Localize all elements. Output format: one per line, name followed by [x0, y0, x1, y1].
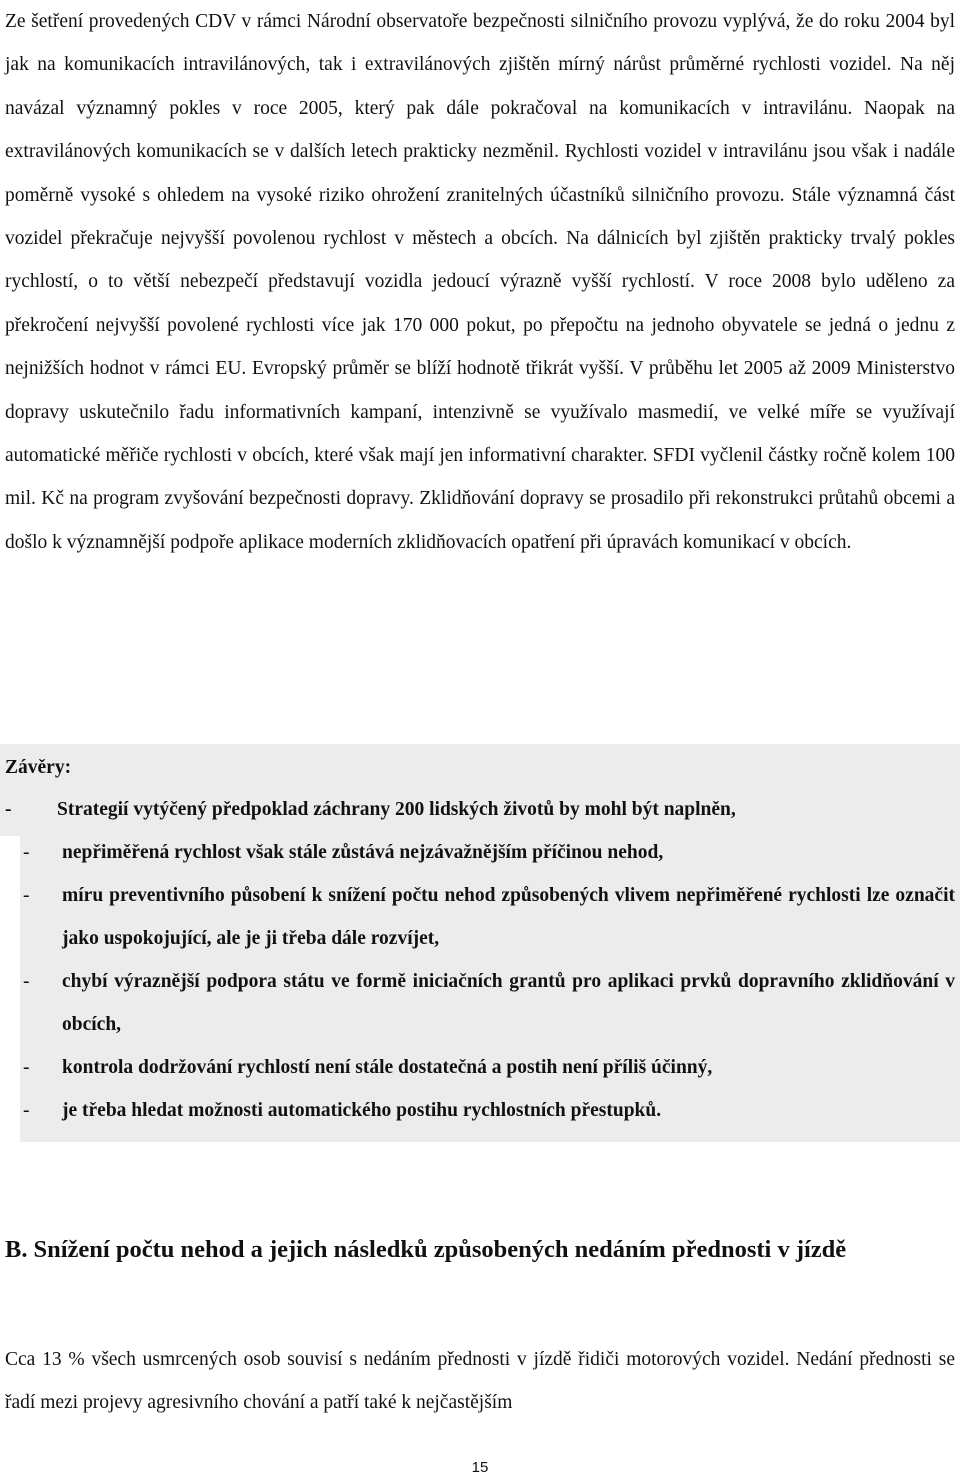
section-title: Snížení počtu nehod a jejich následků způsobených nedáním přednosti v jízdě [33, 1236, 847, 1263]
list-item-text: Strategií vytýčený předpoklad záchrany 200 lidských životů by mohl být naplněn, [57, 799, 736, 820]
bullet-dash: - [23, 1100, 30, 1121]
list-item [0, 1089, 960, 1132]
bullet-dash: - [23, 842, 30, 863]
list-item [0, 1046, 960, 1089]
list-item-text: nepřiměřená rychlost však stále zůstává nejzávažnějším příčinou nehod, [62, 842, 664, 863]
list-item [0, 831, 960, 874]
intro-paragraph: Ze šetření provedených CDV v rámci Národní observatoře bezpečnosti silničního provozu vyplývá, že do roku 2004 byl jak na komunikacích intravilánových, tak i extravilánových zjištěn mírný nárůst průměrné rychlosti vozidel. Na něj navázal významný pokles v roce 2005, který pak dále pokračoval na komunikacích v intravilánu. Naopak na extravilánových komunikacích se v dalších letech prakticky nezměnil. Rychlosti vozidel v intravilánu jsou však i nadále poměrně vysoké s ohledem na vysoké riziko ohrožení zranitelných účastníků silničního provozu. Stále významná část vozidel překračuje nejvyšší povolenou rychlost v městech a obcích. Na dálnicích byl zjištěn prakticky trvalý pokles rychlostí, o to větší nebezpečí představují vozidla jedoucí výrazně vyšší rychlostí. V roce 2008 bylo uděleno za překročení nejvyšší povolené rychlosti více jak 170 000 pokut, po přepočtu na jednoho obyvatele se jedná o jednu z nejnižších hodnot v rámci EU. Evropský průměr se blíží hodnotě třikrát vyšší. V průběhu let 2005 až 2009 Ministerstvo dopravy uskutečnilo řadu informativních kampaní, intenzivně se využívalo masmedií, ve velké míře se využívají automatické měřiče rychlosti v obcích, které však mají jen informativní charakter. SFDI vyčlenil částky ročně kolem 100 mil. Kč na program zvyšování bezpečnosti dopravy. Zklidňování dopravy se prosadilo při rekonstrukci průtahů obcemi a došlo k významnější podpoře aplikace moderních zklidňovacích opatření při úpravách komunikací v obcích. [5, 11, 955, 553]
list-item [0, 788, 960, 831]
bullet-dash: - [23, 1057, 30, 1078]
list-item-text: míru preventivního působení k snížení počtu nehod způsobených vlivem nepřiměřené rychlosti lze označit jako uspokojující, ale je ji třeba dále rozvíjet, [62, 885, 955, 949]
conclusions-title: Závěry: [5, 757, 72, 778]
section-paragraph: Cca 13 % všech usmrcených osob souvisí s nedáním přednosti v jízdě řidiči motorových vozidel. Nedání přednosti se řadí mezi projevy agresivního chování a patří také k nejčastějším [5, 1349, 955, 1414]
list-item [0, 874, 960, 960]
conclusions-list [0, 788, 960, 1132]
list-item-text: kontrola dodržování rychlostí není stále dostatečná a postih není příliš účinný, [62, 1057, 713, 1078]
section-number: B. [5, 1236, 28, 1263]
page-number: 15 [471, 1459, 489, 1476]
list-item-text: chybí výraznější podpora státu ve formě iniciačních grantů pro aplikaci prvků dopravního zklidňování v obcích, [62, 971, 955, 1035]
list-item-text: je třeba hledat možnosti automatického postihu rychlostních přestupků. [62, 1100, 662, 1121]
section-heading [5, 1224, 955, 1276]
list-item [0, 960, 960, 1046]
conclusions-box [0, 744, 960, 1142]
bullet-dash: - [5, 799, 12, 820]
bullet-dash: - [23, 971, 30, 992]
bullet-dash: - [23, 885, 30, 906]
